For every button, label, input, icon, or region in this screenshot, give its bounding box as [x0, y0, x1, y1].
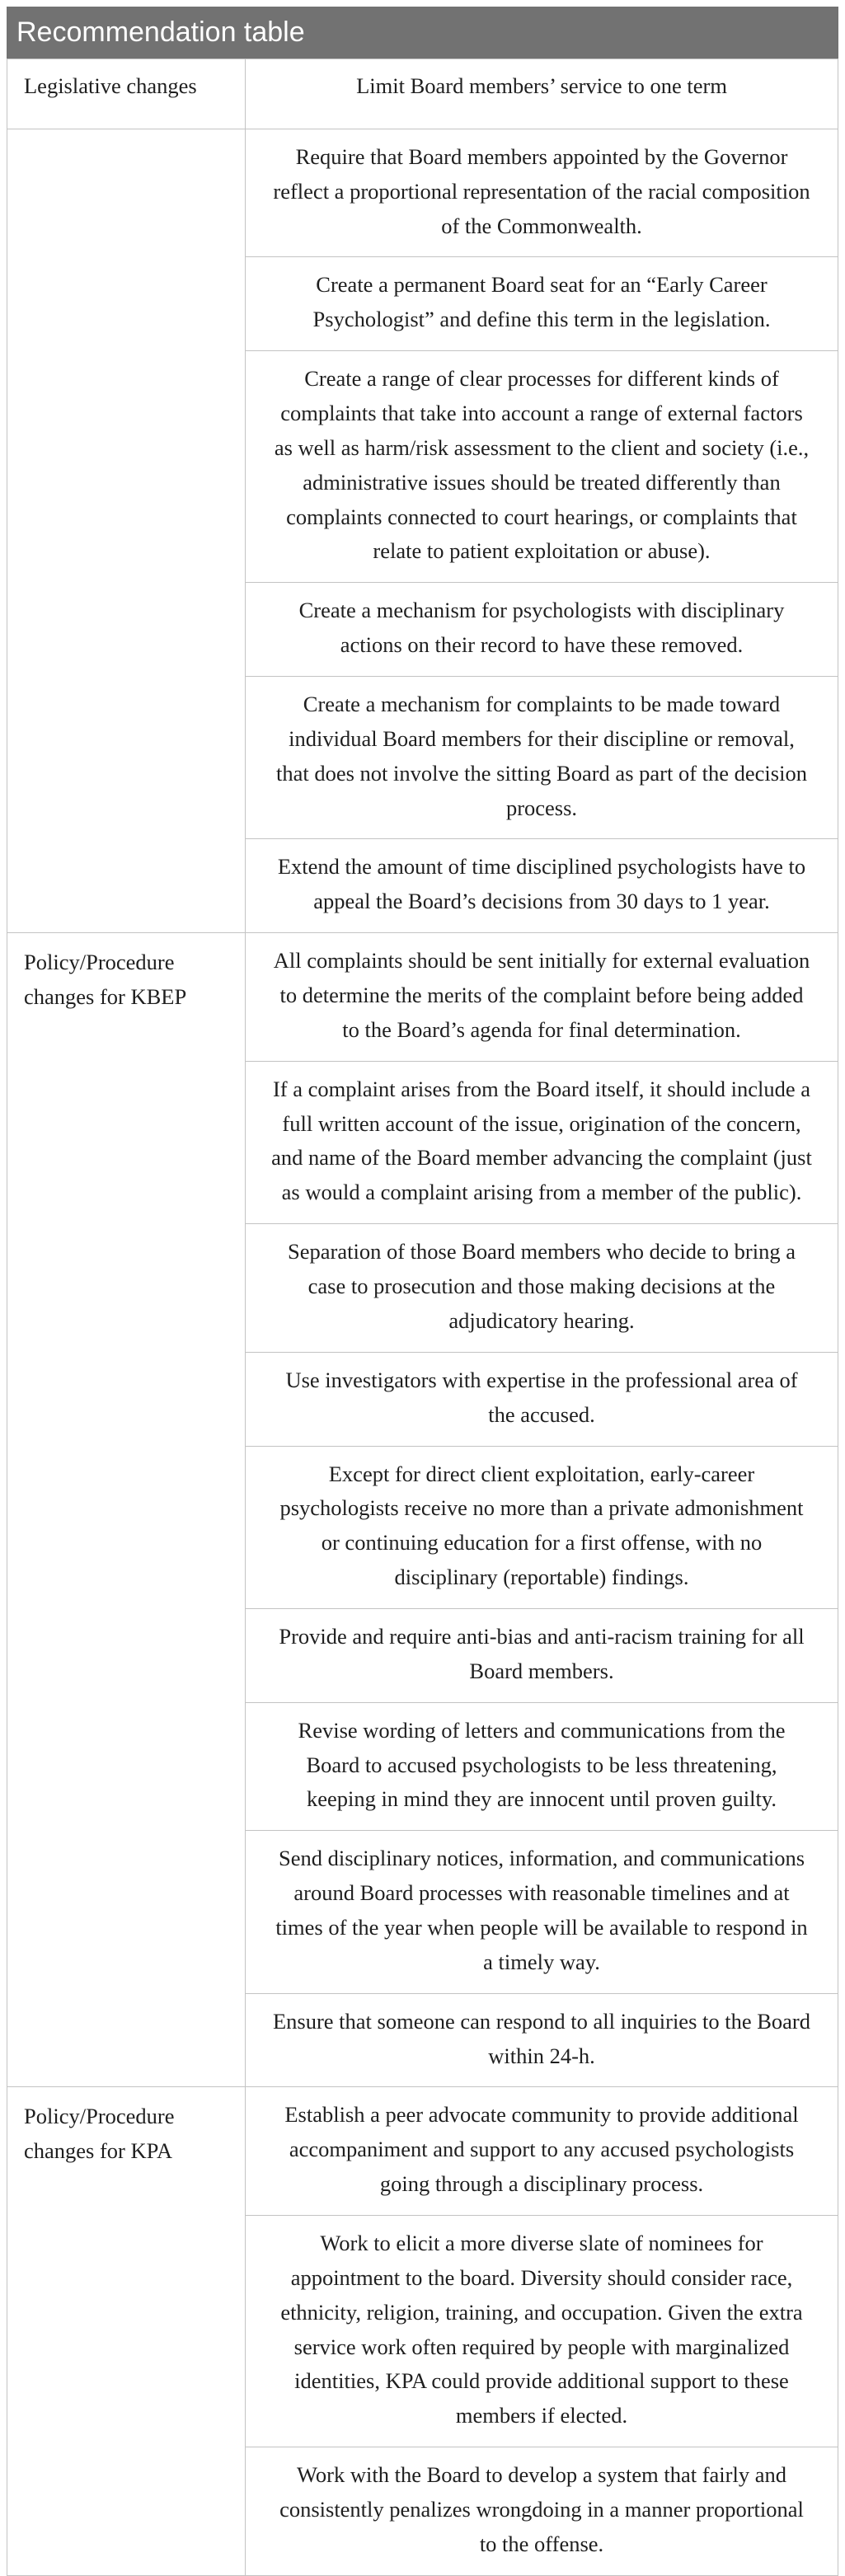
recommendation-item: Send disciplinary notices, information, and communications around Board processes with reasonable timelines and at times of the year when people will be available to respond in a timely way.: [246, 1830, 838, 1992]
recommendation-item: Create a range of clear processes for different kinds of complaints that take into account a range of external factors as well as harm/risk assessment to the client and society (i.e., administrative issues should be treated differently than complaints connected to court hearings, or complaints that relate to patient exploitation or abuse).: [246, 350, 838, 582]
category-cell: Policy/Procedure changes for KBEP: [7, 933, 246, 2087]
recommendation-item: Work with the Board to develop a system that fairly and consistently penalizes wrongdoing in a manner proportional to the offense.: [246, 2447, 838, 2575]
recommendation-item: Establish a peer advocate community to provide additional accompaniment and support to any accused psychologists going through a disciplinary process.: [284, 2102, 799, 2197]
recommendations-cell: [246, 129, 838, 932]
table-row: [7, 129, 838, 932]
recommendation-item: Extend the amount of time disciplined psychologists have to appeal the Board’s decisions from 30 days to 1 year.: [246, 838, 838, 932]
recommendation-item: Create a mechanism for psychologists with disciplinary actions on their record to have these removed.: [246, 582, 838, 676]
recommendation-item: Create a permanent Board seat for an “Early Career Psychologist” and define this term in the legislation.: [246, 256, 838, 350]
recommendation-item: Ensure that someone can respond to all inquiries to the Board within 24-h.: [246, 1993, 838, 2087]
category-cell: Legislative changes: [7, 59, 246, 129]
table-body: [7, 59, 838, 2576]
table-title: Recommendation table: [7, 7, 838, 59]
recommendation-table-container: [7, 7, 838, 2576]
recommendation-item: Except for direct client exploitation, early-career psychologists receive no more than a private admonishment or continuing education for a first offense, with no disciplinary (reportable) findings.: [246, 1446, 838, 1608]
table-row: [7, 59, 838, 129]
recommendations-cell: [246, 59, 838, 129]
recommendation-item: Separation of those Board members who decide to bring a case to prosecution and those making decisions at the adjudicatory hearing.: [246, 1223, 838, 1352]
recommendations-cell: [246, 2087, 838, 2575]
recommendations-cell: [246, 933, 838, 2087]
table-row: [7, 2087, 838, 2575]
recommendation-item: Limit Board members’ service to one term: [356, 73, 727, 98]
recommendation-table: [7, 59, 838, 2576]
recommendation-item: Provide and require anti-bias and anti-racism training for all Board members.: [246, 1608, 838, 1702]
recommendation-item: Require that Board members appointed by the Governor reflect a proportional representation of the racial composition of the Commonwealth.: [273, 143, 810, 238]
category-cell: [7, 129, 246, 932]
recommendation-item: If a complaint arises from the Board itself, it should include a full written account of the issue, origination of the concern, and name of the Board member advancing the complaint (just as would a complaint arising from a member of the public).: [246, 1061, 838, 1223]
category-cell: Policy/Procedure changes for KPA: [7, 2087, 246, 2575]
recommendation-item: Work to elicit a more diverse slate of nominees for appointment to the board. Diversity should consider race, ethnicity, religion, training, and occupation. Given the extra service work often required by people with marginalized identities, KPA could provide additional support to these members if elected.: [246, 2215, 838, 2447]
recommendation-item: Use investigators with expertise in the professional area of the accused.: [246, 1352, 838, 1446]
table-row: [7, 933, 838, 2087]
recommendation-item: All complaints should be sent initially for external evaluation to determine the merits of the complaint before being added to the Board’s agenda for final determination.: [273, 948, 810, 1042]
recommendation-item: Revise wording of letters and communications from the Board to accused psychologists to be less threatening, keeping in mind they are innocent until proven guilty.: [246, 1702, 838, 1831]
recommendation-item: Create a mechanism for complaints to be made toward individual Board members for their discipline or removal, that does not involve the sitting Board as part of the decision process.: [246, 676, 838, 838]
